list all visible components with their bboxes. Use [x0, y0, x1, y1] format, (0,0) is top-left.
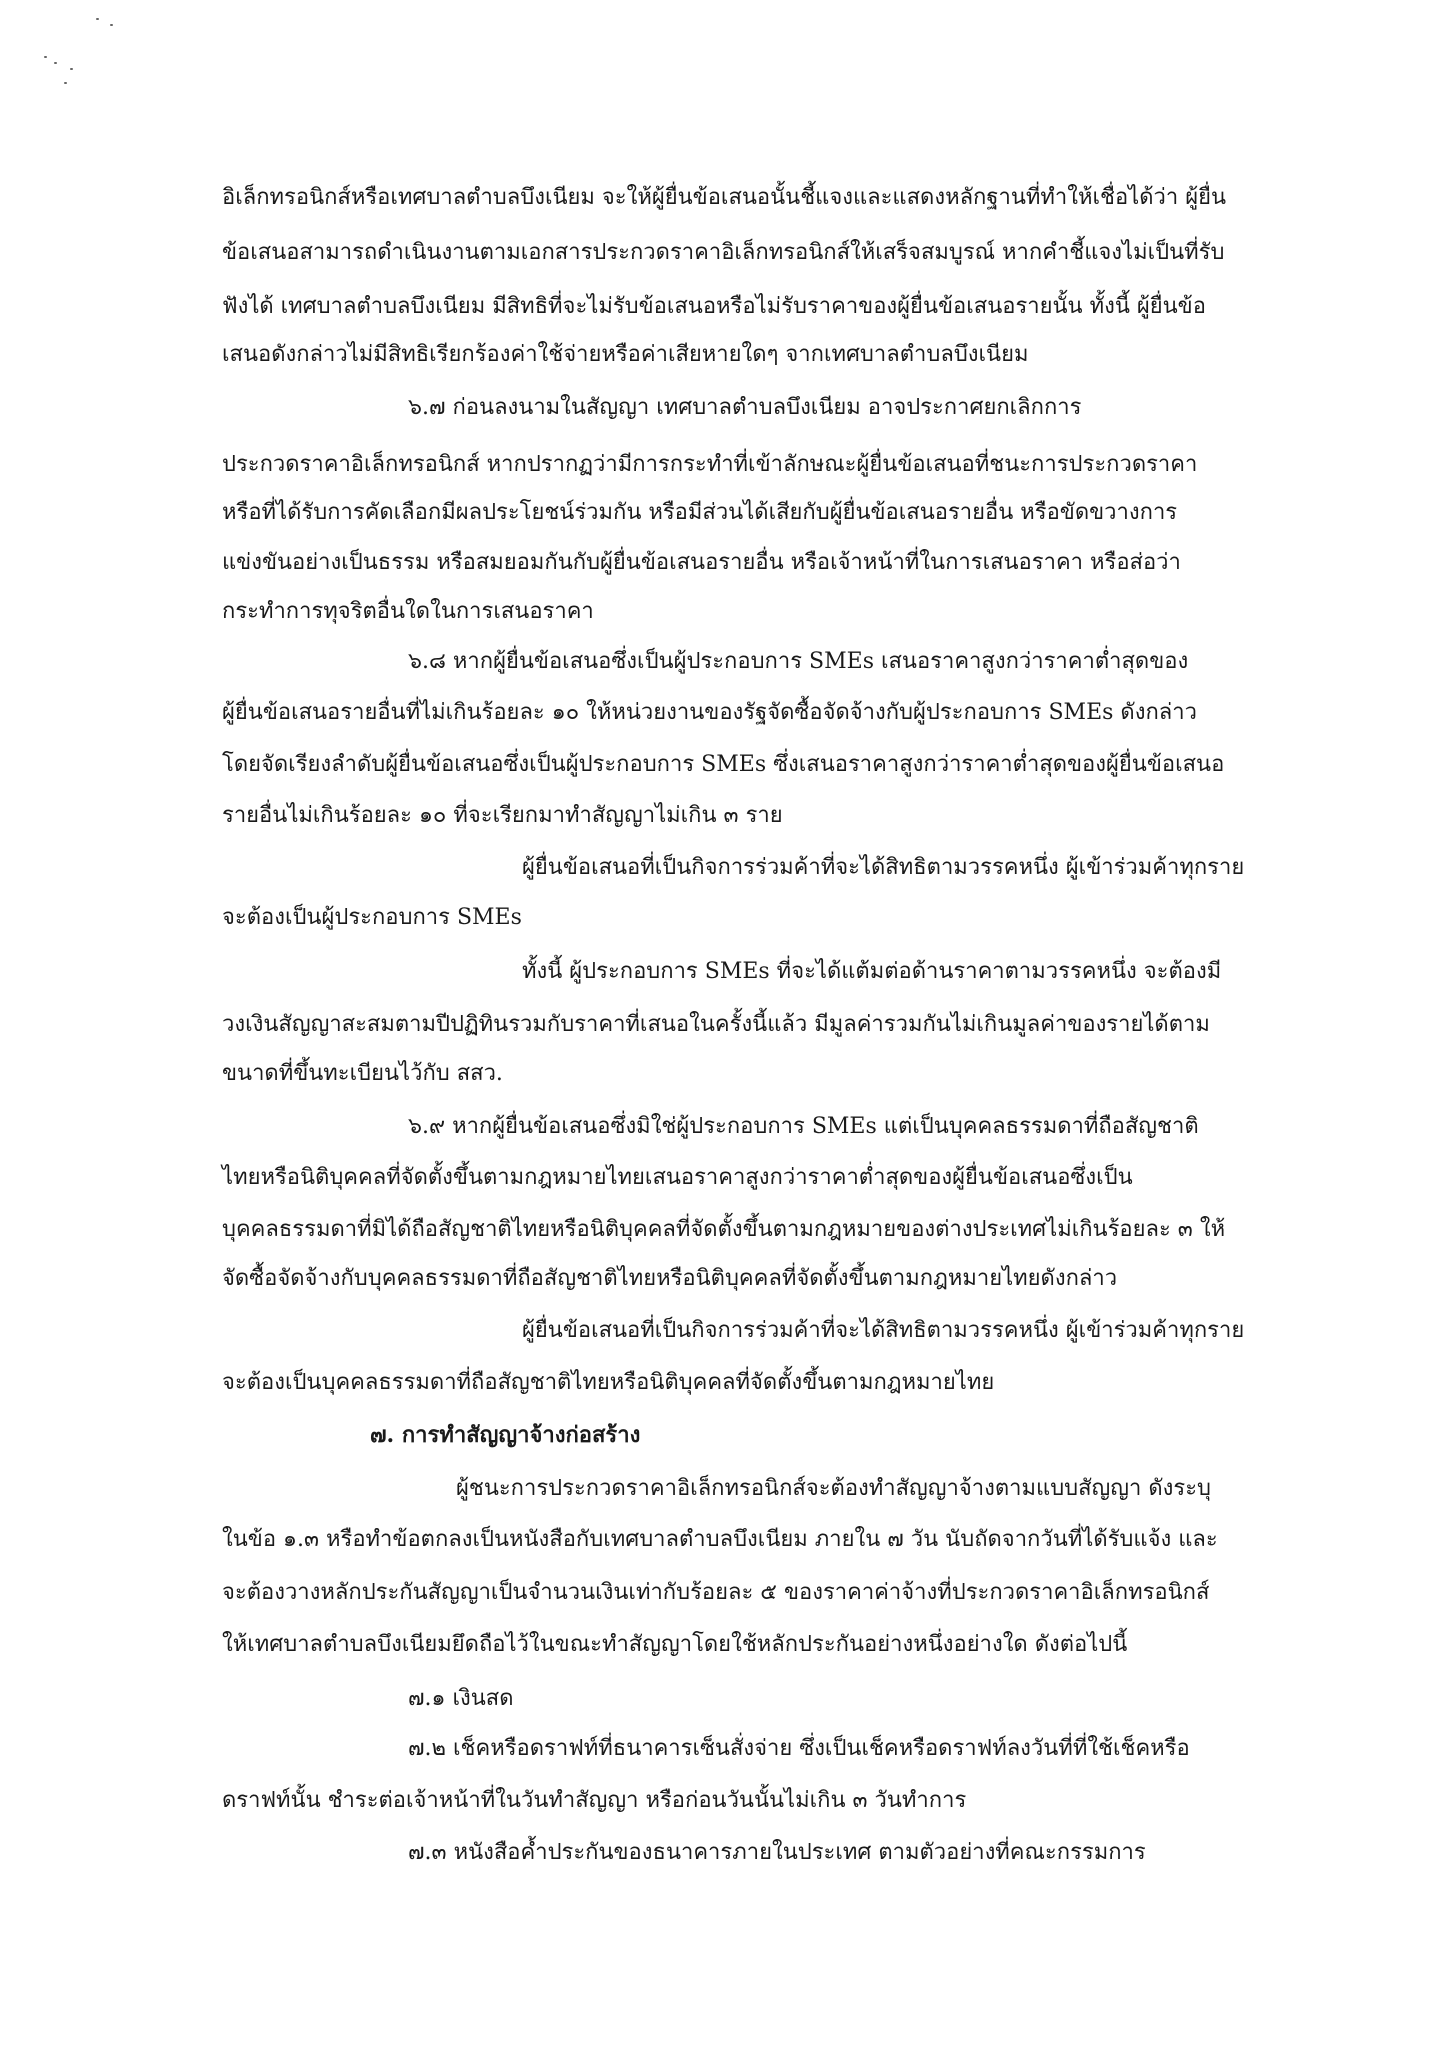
body-text-line: วงเงินสัญญาสะสมตามปีปฏิทินรวมกับราคาที่เสนอในครั้งนี้แล้ว มีมูลค่ารวมกันไม่เกินมูลค่าของรายได้ตาม	[222, 1012, 1210, 1037]
body-text-line: ดราฟท์นั้น ชำระต่อเจ้าหน้าที่ในวันทำสัญญา หรือก่อนวันนั้นไม่เกิน ๓ วันทำการ	[222, 1788, 967, 1813]
indented-paragraph-line: ผู้ยื่นข้อเสนอที่เป็นกิจการร่วมค้าที่จะได้สิทธิตามวรรคหนึ่ง ผู้เข้าร่วมค้าทุกราย	[522, 855, 1245, 880]
body-text-line: กระทำการทุจริตอื่นใดในการเสนอราคา	[222, 599, 594, 624]
body-text-line: จะต้องเป็นบุคคลธรรมดาที่ถือสัญชาติไทยหรือนิติบุคคลที่จัดตั้งขึ้นตามกฎหมายไทย	[222, 1370, 995, 1395]
clause-7-3-first-line: ๗.๓ หนังสือค้ำประกันของธนาคารภายในประเทศ ตามตัวอย่างที่คณะกรรมการ	[408, 1840, 1146, 1865]
body-text-line: ฟังได้ เทศบาลตำบลบึงเนียม มีสิทธิที่จะไม่รับข้อเสนอหรือไม่รับราคาของผู้ยื่นข้อเสนอรายนั้น ทั้งนี้ ผู้ยื่นข้อ	[222, 294, 1206, 319]
clause-6-8-first-line: ๖.๘ หากผู้ยื่นข้อเสนอซึ่งเป็นผู้ประกอบการ SMEs เสนอราคาสูงกว่าราคาต่ำสุดของ	[408, 649, 1189, 674]
body-text-line: ให้เทศบาลตำบลบึงเนียมยึดถือไว้ในขณะทำสัญญาโดยใช้หลักประกันอย่างหนึ่งอย่างใด ดังต่อไปนี้	[222, 1632, 1128, 1657]
body-text-line: ประกวดราคาอิเล็กทรอนิกส์ หากปรากฏว่ามีการกระทำที่เข้าลักษณะผู้ยื่นข้อเสนอที่ชนะการประกวดราคา	[222, 452, 1198, 477]
body-text-line: เสนอดังกล่าวไม่มีสิทธิเรียกร้องค่าใช้จ่ายหรือค่าเสียหายใดๆ จากเทศบาลตำบลบึงเนียม	[222, 342, 1029, 367]
body-text-line: หรือที่ได้รับการคัดเลือกมีผลประโยชน์ร่วมกัน หรือมีส่วนได้เสียกับผู้ยื่นข้อเสนอรายอื่น หรือขัดขวางการ	[222, 500, 1178, 525]
body-text-line: จะต้องวางหลักประกันสัญญาเป็นจำนวนเงินเท่ากับร้อยละ ๕ ของราคาค่าจ้างที่ประกวดราคาอิเล็กทรอนิกส์	[222, 1580, 1210, 1605]
scan-specks	[40, 10, 130, 90]
body-text-line: โดยจัดเรียงลำดับผู้ยื่นข้อเสนอซึ่งเป็นผู้ประกอบการ SMEs ซึ่งเสนอราคาสูงกว่าราคาต่ำสุดของผู้ยื่นข้อเสนอ	[222, 752, 1225, 777]
body-text-line: ผู้ยื่นข้อเสนอรายอื่นที่ไม่เกินร้อยละ ๑๐ ให้หน่วยงานของรัฐจัดซื้อจัดจ้างกับผู้ประกอบการ SMEs ดังกล่าว	[222, 700, 1197, 725]
indented-paragraph-line: ทั้งนี้ ผู้ประกอบการ SMEs ที่จะได้แต้มต่อด้านราคาตามวรรคหนึ่ง จะต้องมี	[522, 959, 1222, 984]
body-text-line: จัดซื้อจัดจ้างกับบุคคลธรรมดาที่ถือสัญชาติไทยหรือนิติบุคคลที่จัดตั้งขึ้นตามกฎหมายไทยดังกล่าว	[222, 1266, 1118, 1291]
body-text-line: อิเล็กทรอนิกส์หรือเทศบาลตำบลบึงเนียม จะให้ผู้ยื่นข้อเสนอนั้นชี้แจงและแสดงหลักฐานที่ทำให้เชื่อได้ว่า ผู้ยื่น	[222, 185, 1227, 210]
body-text-line: ไทยหรือนิติบุคคลที่จัดตั้งขึ้นตามกฎหมายไทยเสนอราคาสูงกว่าราคาต่ำสุดของผู้ยื่นข้อเสนอซึ่งเป็น	[222, 1165, 1133, 1190]
clause-6-9-first-line: ๖.๙ หากผู้ยื่นข้อเสนอซึ่งมิใช่ผู้ประกอบการ SMEs แต่เป็นบุคคลธรรมดาที่ถือสัญชาติ	[408, 1114, 1199, 1139]
indented-paragraph-line: ผู้ยื่นข้อเสนอที่เป็นกิจการร่วมค้าที่จะได้สิทธิตามวรรคหนึ่ง ผู้เข้าร่วมค้าทุกราย	[522, 1318, 1245, 1343]
body-text-line: รายอื่นไม่เกินร้อยละ ๑๐ ที่จะเรียกมาทำสัญญาไม่เกิน ๓ ราย	[222, 803, 783, 828]
clause-6-7-first-line: ๖.๗ ก่อนลงนามในสัญญา เทศบาลตำบลบึงเนียม อาจประกาศยกเลิกการ	[408, 395, 1082, 420]
clause-7-1-line: ๗.๑ เงินสด	[408, 1686, 514, 1711]
body-text-line: แข่งขันอย่างเป็นธรรม หรือสมยอมกันกับผู้ยื่นข้อเสนอรายอื่น หรือเจ้าหน้าที่ในการเสนอราคา หรือส่อว่า	[222, 550, 1181, 575]
body-text-line: บุคคลธรรมดาที่มิได้ถือสัญชาติไทยหรือนิติบุคคลที่จัดตั้งขึ้นตามกฎหมายของต่างประเทศไม่เกินร้อยละ ๓ ให้	[222, 1217, 1226, 1242]
body-text-line: ข้อเสนอสามารถดำเนินงานตามเอกสารประกวดราคาอิเล็กทรอนิกส์ให้เสร็จสมบูรณ์ หากคำชี้แจงไม่เป็นที่รับ	[222, 240, 1225, 265]
body-text-line: ในข้อ ๑.๓ หรือทำข้อตกลงเป็นหนังสือกับเทศบาลตำบลบึงเนียม ภายใน ๗ วัน นับถัดจากวันที่ได้รับแจ้ง และ	[222, 1527, 1218, 1552]
body-text-line: ขนาดที่ขึ้นทะเบียนไว้กับ สสว.	[222, 1061, 503, 1086]
section-7-heading: ๗. การทำสัญญาจ้างก่อสร้าง	[370, 1422, 641, 1448]
body-text-line: จะต้องเป็นผู้ประกอบการ SMEs	[222, 905, 522, 930]
clause-7-2-first-line: ๗.๒ เช็คหรือดราฟท์ที่ธนาคารเซ็นสั่งจ่าย ซึ่งเป็นเช็คหรือดราฟท์ลงวันที่ที่ใช้เช็คหรือ	[408, 1736, 1190, 1761]
indented-paragraph-line: ผู้ชนะการประกวดราคาอิเล็กทรอนิกส์จะต้องทำสัญญาจ้างตามแบบสัญญา ดังระบุ	[456, 1476, 1212, 1501]
